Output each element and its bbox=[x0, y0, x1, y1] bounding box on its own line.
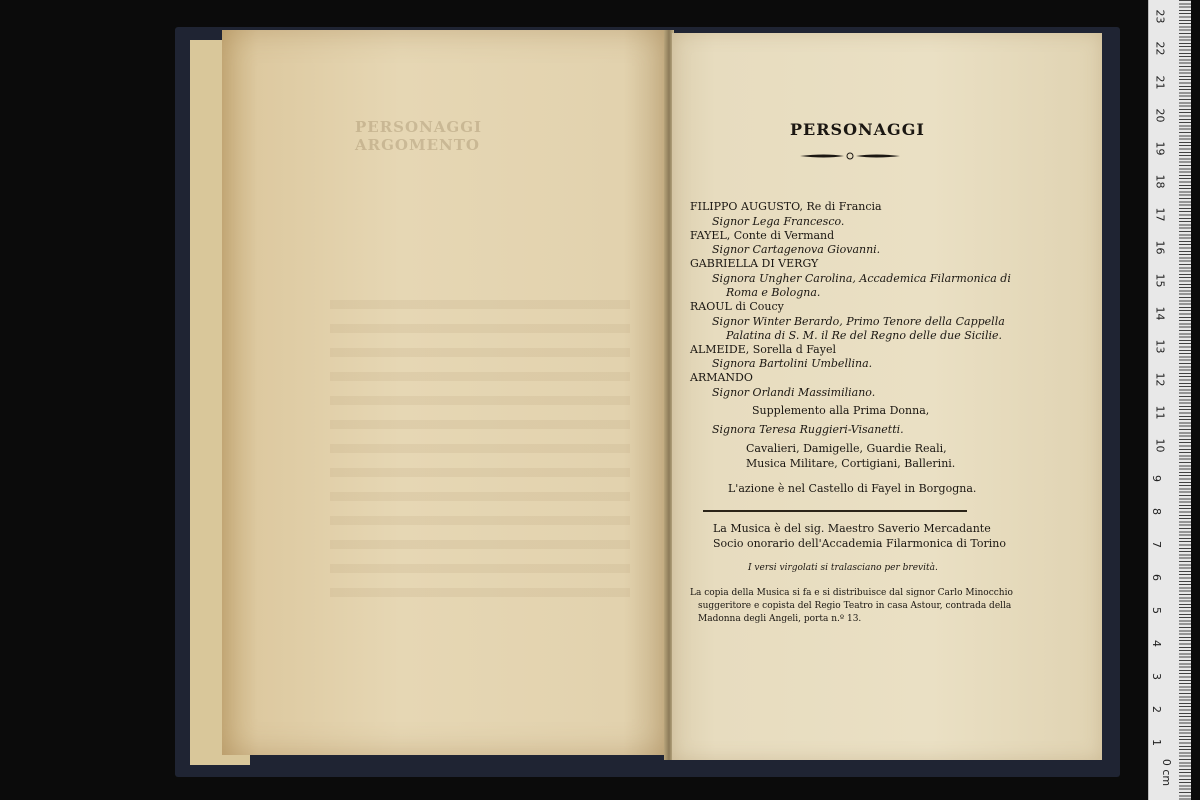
bleed-heading-1: PERSONAGGI bbox=[355, 118, 483, 136]
cast-role-1: FILIPPO AUGUSTO, Re di Francia bbox=[690, 200, 882, 213]
ruler-label: 4 bbox=[1150, 640, 1163, 647]
ruler-label: 5 bbox=[1150, 607, 1163, 614]
cast-singer-4: Signor Winter Berardo, Primo Tenore della Cappella bbox=[712, 315, 1005, 328]
ruler-label: 13 bbox=[1153, 339, 1167, 354]
verse-note: I versi virgolati si tralasciano per brevità. bbox=[748, 563, 938, 573]
copy-note-3: Madonna degli Angeli, porta n.º 13. bbox=[698, 614, 862, 624]
page-title: PERSONAGGI bbox=[790, 120, 925, 139]
ruler-label: 19 bbox=[1153, 141, 1167, 156]
ornament-divider bbox=[800, 150, 900, 162]
ruler-label: 12 bbox=[1153, 372, 1167, 387]
ruler-label: 9 bbox=[1150, 475, 1163, 482]
supplement-singer: Signora Teresa Ruggieri-Visanetti. bbox=[712, 423, 904, 436]
ruler-label: 22 bbox=[1153, 41, 1167, 56]
ruler-label: 23 bbox=[1153, 9, 1167, 24]
ruler-ticks bbox=[1179, 0, 1191, 800]
cast-singer-4-cont: Palatina di S. M. il Re del Regno delle due Sicilie. bbox=[726, 329, 1002, 342]
cast-role-5: ALMEIDE, Sorella d Fayel bbox=[690, 343, 836, 356]
cast-singer-3: Signora Ungher Carolina, Accademica Filarmonica di bbox=[712, 272, 1011, 285]
ruler-label: 18 bbox=[1153, 174, 1167, 189]
setting-line: L'azione è nel Castello di Fayel in Borgogna. bbox=[728, 482, 977, 495]
ruler-label: 16 bbox=[1153, 240, 1167, 255]
cast-role-4: RAOUL di Coucy bbox=[690, 300, 784, 313]
horizontal-rule bbox=[703, 510, 967, 512]
ruler-label: 10 bbox=[1153, 438, 1167, 453]
ruler-label: 15 bbox=[1153, 273, 1167, 288]
music-affiliation: Socio onorario dell'Accademia Filarmonica di Torino bbox=[713, 537, 1006, 550]
ruler-label: 0 cm bbox=[1160, 758, 1174, 787]
cast-role-2: FAYEL, Conte di Vermand bbox=[690, 229, 835, 242]
ruler-label: 14 bbox=[1153, 306, 1167, 321]
chorus-line-1: Cavalieri, Damigelle, Guardie Reali, bbox=[746, 442, 947, 455]
ruler-label: 21 bbox=[1153, 75, 1167, 90]
cast-singer-1: Signor Lega Francesco. bbox=[712, 215, 845, 228]
cast-singer-6: Signor Orlandi Massimiliano. bbox=[712, 386, 876, 399]
cast-role-3: GABRIELLA DI VERGY bbox=[690, 257, 819, 270]
supplement-label: Supplemento alla Prima Donna, bbox=[752, 404, 930, 417]
ruler-label: 1 bbox=[1150, 739, 1163, 746]
copy-note-1: La copia della Musica si fa e si distribuisce dal signor Carlo Minocchio bbox=[690, 588, 1013, 598]
cast-singer-2: Signor Cartagenova Giovanni. bbox=[712, 243, 881, 256]
ruler-label: 2 bbox=[1150, 706, 1163, 713]
bleed-heading-2: ARGOMENTO bbox=[355, 136, 480, 154]
ruler-label: 11 bbox=[1153, 405, 1167, 420]
ruler-label: 8 bbox=[1150, 508, 1163, 515]
cast-role-6: ARMANDO bbox=[690, 371, 753, 384]
bleed-through-heading bbox=[355, 118, 482, 154]
cast-singer-3-cont: Roma e Bologna. bbox=[726, 286, 821, 299]
bleed-through-text bbox=[330, 300, 630, 600]
copy-note-2: suggeritore e copista del Regio Teatro in casa Astour, contrada della bbox=[698, 601, 1012, 611]
music-credit: La Musica è del sig. Maestro Saverio Mercadante bbox=[713, 522, 991, 535]
chorus-line-2: Musica Militare, Cortigiani, Ballerini. bbox=[746, 457, 956, 470]
ruler-label: 6 bbox=[1150, 574, 1163, 581]
measurement-ruler bbox=[1148, 0, 1191, 800]
cast-singer-5: Signora Bartolini Umbellina. bbox=[712, 357, 873, 370]
ruler-label: 17 bbox=[1153, 207, 1167, 222]
ruler-label: 3 bbox=[1150, 673, 1163, 680]
ruler-label: 7 bbox=[1150, 541, 1163, 548]
ruler-label: 20 bbox=[1153, 108, 1167, 123]
